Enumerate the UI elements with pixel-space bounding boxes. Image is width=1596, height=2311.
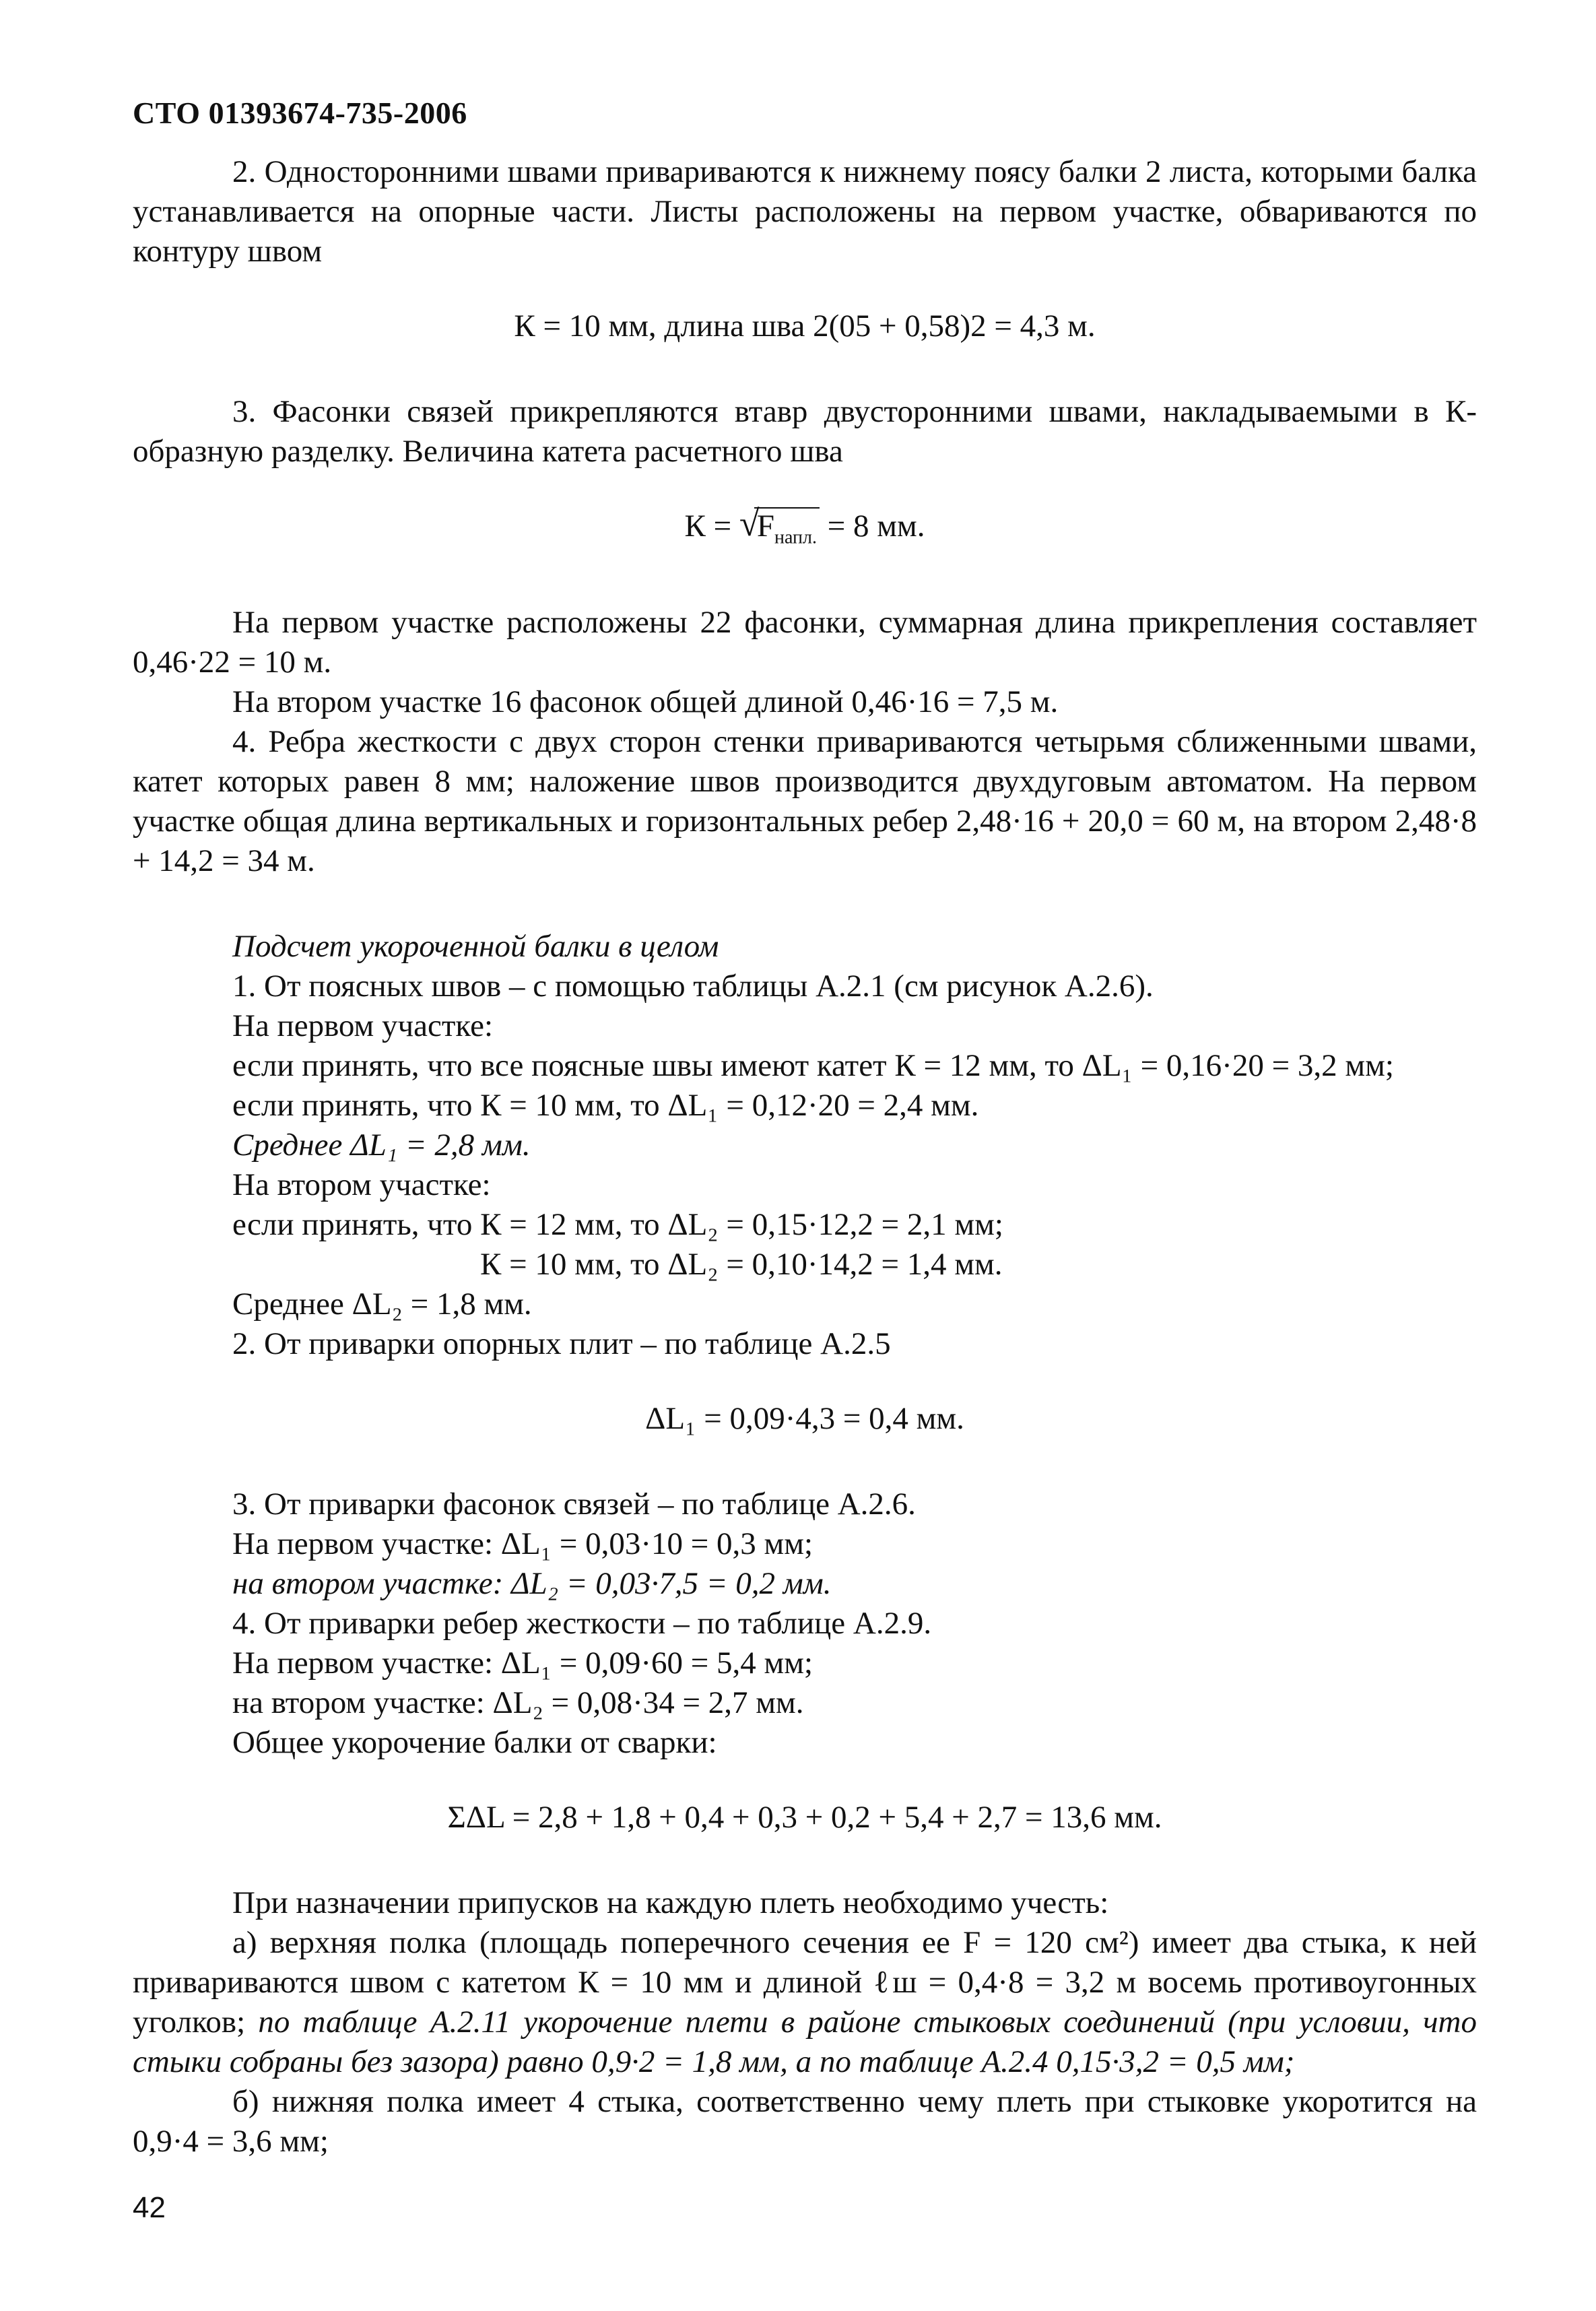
line: если принять, что все поясные швы имеют катет К = 12 мм, то ΔL₁ = 0,16·20 = 3,2 мм; bbox=[232, 1048, 1394, 1084]
document-code-header: СТО 01393674-735-2006 bbox=[133, 96, 467, 130]
equation-leg-size bbox=[133, 507, 1477, 557]
paragraph-gussets-first: На первом участке расположены 22 фасонки, суммарная длина прикрепления составляет 0,46·22 = 10 м. bbox=[133, 605, 1477, 680]
paragraph-upper-flange bbox=[133, 1923, 1477, 2082]
line: 1. От поясных швов – с помощью таблицы А.2.1 (см рисунок А.2.6). bbox=[232, 969, 1154, 1004]
eq-subscript: напл. bbox=[774, 527, 817, 548]
section-title: Подсчет укороченной балки в целом bbox=[232, 929, 719, 965]
line: Среднее ΔL₂ = 1,8 мм. bbox=[232, 1287, 532, 1322]
line: 4. От приварки ребер жесткости – по таблице А.2.9. bbox=[232, 1606, 932, 1641]
line: если принять, что К = 10 мм, то ΔL₁ = 0,12·20 = 2,4 мм. bbox=[232, 1088, 979, 1124]
line: На первом участке: ΔL₁ = 0,03·10 = 0,3 мм; bbox=[232, 1526, 813, 1562]
document-body bbox=[133, 152, 1477, 2161]
upper-flange-text: а) верхняя полка (площадь поперечного сечения ее F = 120 см²) имеет два стыка, к ней привариваются швом с катетом К = 10 мм и длиной ℓш = 0,4·8 = 3,2 м восемь противоугонных уголков; bbox=[133, 1925, 1477, 2040]
upper-flange-text-italic: по таблице А.2.11 укорочение плети в районе стыковых соединений (при условии, что стыки собраны без зазора) равно 0,9·2 = 1,8 мм, а по таблице А.2.4 0,15·3,2 = 0,5 мм; bbox=[133, 2005, 1477, 2080]
eq-radicand: F bbox=[756, 509, 774, 544]
line: 3. От приварки фасонок связей – по таблице А.2.6. bbox=[232, 1487, 916, 1522]
paragraph-2: 2. Односторонними швами привариваются к нижнему поясу балки 2 листа, которыми балка устанавливается на опорные части. Листы расположены на первом участке, обвариваются по контуру швом bbox=[133, 154, 1477, 269]
line: 2. От приварки опорных плит – по таблице А.2.5 bbox=[232, 1326, 891, 1362]
paragraph-allowances: При назначении припусков на каждую плеть необходимо учесть: bbox=[232, 1885, 1109, 1921]
equation-support-plates: ΔL₁ = 0,09·4,3 = 0,4 мм. bbox=[645, 1401, 964, 1437]
paragraph-lower-flange: б) нижняя полка имеет 4 стыка, соответственно чему плеть при стыковке укоротится на 0,9·4 = 3,6 мм; bbox=[133, 2084, 1477, 2159]
equation-weld-length: К = 10 мм, длина шва 2(05 + 0,58)2 = 4,3 м. bbox=[514, 308, 1096, 344]
average-first: Среднее ΔL₁ = 2,8 мм. bbox=[232, 1128, 531, 1163]
line: Общее укорочение балки от сварки: bbox=[232, 1725, 717, 1761]
page-number: 42 bbox=[133, 2191, 166, 2224]
paragraph-4: 4. Ребра жесткости с двух сторон стенки привариваются четырьмя сближенными швами, катет которых равен 8 мм; наложение швов производится двухдуговым автоматом. На первом участке общая длина вертикальных и горизонтальных ребер 2,48·16 + 20,0 = 60 м, на втором 2,48·8 + 14,2 = 34 м. bbox=[133, 724, 1477, 879]
paragraph-3: 3. Фасонки связей прикрепляются втавр двусторонними швами, накладываемыми в К-образную разделку. Величина катета расчетного шва bbox=[133, 394, 1477, 469]
line: На втором участке: bbox=[232, 1167, 491, 1203]
line: На первом участке: bbox=[232, 1008, 494, 1044]
eq-lhs: К = bbox=[684, 509, 739, 544]
line: на втором участке: ΔL₂ = 0,08·34 = 2,7 мм. bbox=[232, 1685, 804, 1721]
equation-total-shortening: ΣΔL = 2,8 + 1,8 + 0,4 + 0,3 + 0,2 + 5,4 + 2,7 = 13,6 мм. bbox=[447, 1800, 1162, 1835]
sqrt-symbol bbox=[739, 507, 820, 557]
paragraph-gussets-second: На втором участке 16 фасонок общей длиной 0,46·16 = 7,5 м. bbox=[232, 684, 1059, 720]
line: На первом участке: ΔL₁ = 0,09·60 = 5,4 мм; bbox=[232, 1646, 813, 1681]
line-italic: на втором участке: ΔL₂ = 0,03·7,5 = 0,2 мм. bbox=[232, 1566, 832, 1602]
line: если принять, что К = 12 мм, то ΔL₂ = 0,15·12,2 = 2,1 мм; bbox=[232, 1207, 1003, 1243]
eq-rhs: = 8 мм. bbox=[820, 509, 925, 544]
line-indented: К = 10 мм, то ΔL₂ = 0,10·14,2 = 1,4 мм. bbox=[480, 1247, 1003, 1282]
